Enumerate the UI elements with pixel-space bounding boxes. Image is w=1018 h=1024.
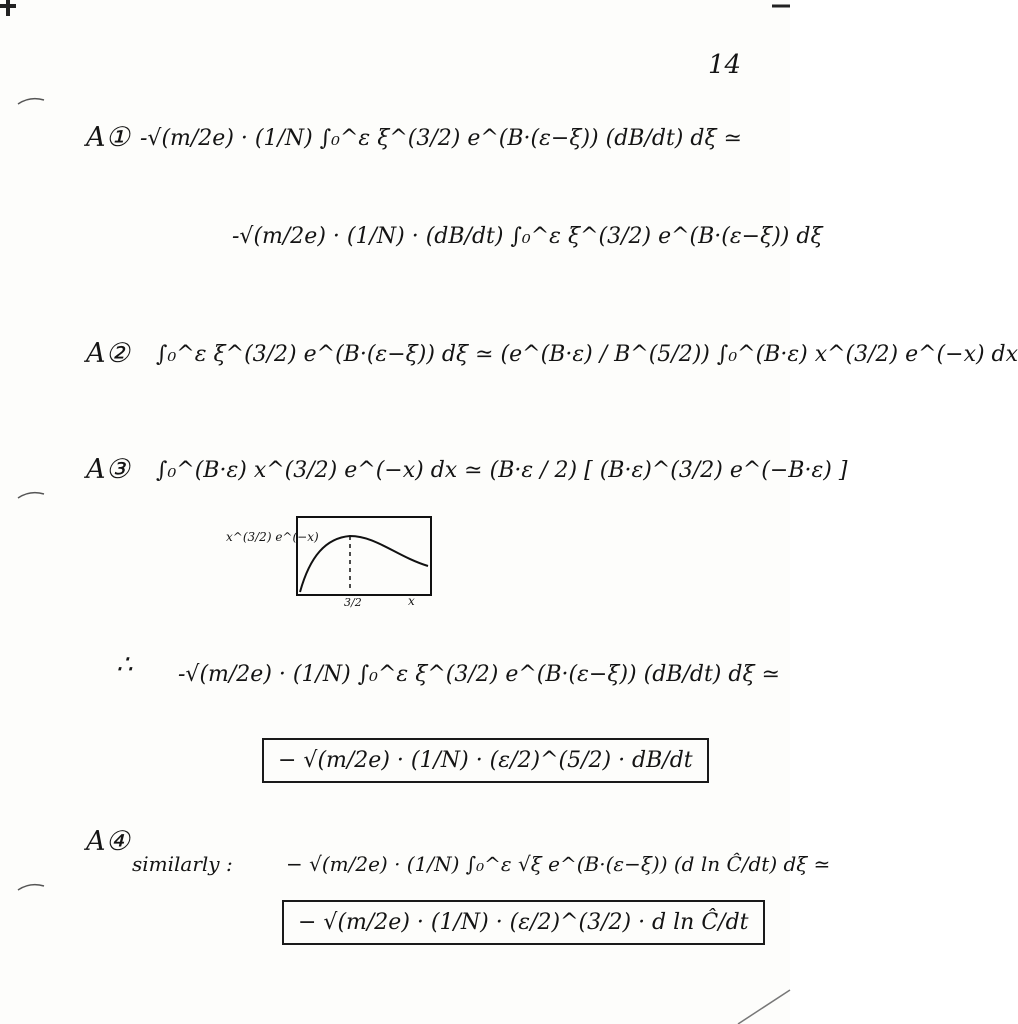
a2-equation: ∫₀^ε ξ^(3/2) e^(B·(ε−ξ)) dξ ≃ (e^(B·ε) / B^(5/2)) ∫₀^(B·ε) x^(3/2) e^(−x) dx — [156, 342, 1018, 367]
section-a3-label: A③ — [86, 454, 130, 485]
a1-equation-line1: -√(m/2e) · (1/N) ∫₀^ε ξ^(3/2) e^(B·(ε−ξ)) (dB/dt) dξ ≃ — [140, 126, 743, 151]
a1-equation-line2: -√(m/2e) · (1/N) · (dB/dt) ∫₀^ε ξ^(3/2) e^(B·(ε−ξ)) dξ — [232, 224, 823, 249]
therefore-symbol: ∴ — [116, 650, 135, 680]
sketch-y-label: x^(3/2) e^(−x) — [226, 530, 319, 544]
section-a4-label: A④ — [86, 826, 130, 857]
sketch-x-label: x — [408, 594, 415, 608]
therefore-equation: -√(m/2e) · (1/N) ∫₀^ε ξ^(3/2) e^(B·(ε−ξ)) (dB/dt) dξ ≃ — [178, 662, 781, 687]
boxed-result-a3: − √(m/2e) · (1/N) · (ε/2)^(5/2) · dB/dt — [262, 738, 709, 783]
similarly-text: similarly : — [132, 852, 233, 876]
page-number: 14 — [708, 50, 742, 80]
a4-equation: − √(m/2e) · (1/N) ∫₀^ε √ξ e^(B·(ε−ξ)) (d ln Ĉ/dt) dξ ≃ — [286, 852, 831, 876]
section-a1-label: A① — [86, 122, 130, 153]
a3-equation: ∫₀^(B·ε) x^(3/2) e^(−x) dx ≃ (B·ε / 2) [ (B·ε)^(3/2) e^(−B·ε) ] — [156, 458, 848, 483]
sketch-peak-label: 3/2 — [344, 596, 362, 609]
boxed-result-a4: − √(m/2e) · (1/N) · (ε/2)^(3/2) · d ln Ĉ/dt — [282, 900, 765, 945]
section-a2-label: A② — [86, 338, 130, 369]
sketch-curve-plot — [296, 516, 432, 596]
